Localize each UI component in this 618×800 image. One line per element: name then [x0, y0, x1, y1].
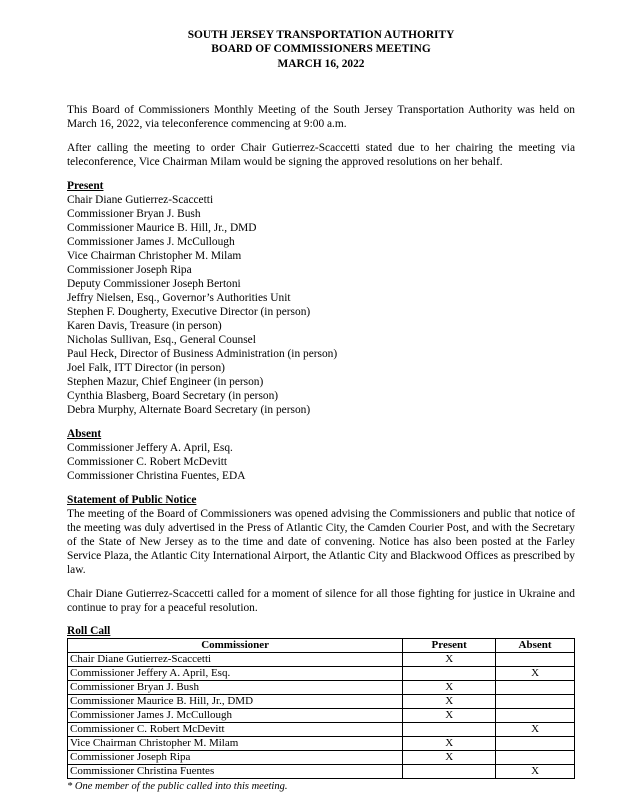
commissioner-name-cell: Chair Diane Gutierrez-Scaccetti [68, 653, 403, 667]
absent-mark-cell [496, 653, 575, 667]
roll-call-row [68, 667, 575, 681]
absent-mark-cell [496, 737, 575, 751]
roll-call-body [68, 653, 575, 779]
present-list [67, 193, 575, 417]
present-mark-cell: X [403, 751, 496, 765]
present-mark-cell: X [403, 695, 496, 709]
intro-paragraph-1: This Board of Commissioners Monthly Meeting of the South Jersey Transportation Authority was held on March 16, 2022, via teleconference commencing at 9:00 a.m. [67, 104, 575, 131]
document-header [67, 28, 575, 71]
present-attendee: Stephen F. Dougherty, Executive Director (in person) [67, 306, 311, 319]
present-attendee: Chair Diane Gutierrez-Scaccetti [67, 194, 214, 207]
roll-call-row [68, 765, 575, 779]
roll-call-header-row [68, 639, 575, 653]
present-attendee: Nicholas Sullivan, Esq., General Counsel [67, 334, 256, 347]
present-mark-cell: X [403, 709, 496, 723]
commissioner-name-cell: Commissioner C. Robert McDevitt [68, 723, 403, 737]
commissioner-name-cell: Commissioner James J. McCullough [68, 709, 403, 723]
moment-of-silence-paragraph: Chair Diane Gutierrez-Scaccetti called for a moment of silence for all those fighting for justice in Ukraine and continue to pray for a peaceful resolution. [67, 588, 575, 615]
roll-call-row [68, 709, 575, 723]
column-header-commissioner: Commissioner [68, 639, 403, 653]
present-section [67, 179, 575, 417]
absent-mark-cell [496, 751, 575, 765]
present-attendee: Commissioner Bryan J. Bush [67, 208, 201, 221]
absent-mark-cell [496, 681, 575, 695]
absent-section [67, 427, 575, 483]
present-attendee: Stephen Mazur, Chief Engineer (in person) [67, 376, 264, 389]
present-attendee: Commissioner Joseph Ripa [67, 264, 192, 277]
present-mark-cell [403, 765, 496, 779]
absent-attendee: Commissioner Christina Fuentes, EDA [67, 470, 246, 483]
absent-heading: Absent [67, 428, 102, 441]
commissioner-name-cell: Commissioner Jeffery A. April, Esq. [68, 667, 403, 681]
present-mark-cell: X [403, 653, 496, 667]
roll-call-table [67, 638, 575, 779]
absent-mark-cell [496, 695, 575, 709]
present-attendee: Vice Chairman Christopher M. Milam [67, 250, 242, 263]
present-mark-cell [403, 723, 496, 737]
column-header-absent: Absent [496, 639, 575, 653]
roll-call-row [68, 737, 575, 751]
roll-call-row [68, 695, 575, 709]
present-attendee: Joel Falk, ITT Director (in person) [67, 362, 225, 375]
public-notice-paragraph: The meeting of the Board of Commissioners was opened advising the Commissioners and public that notice of the meeting was duly advertised in the Press of Atlantic City, the Camden Courier Post, and with the Secretary of the State of New Jersey as to the time and date of convening. Notice has also been posted at the Farley Service Plaza, the Atlantic City International Airport, the Atlantic City and Blackwood Offices as prescribed by law. [67, 508, 575, 577]
present-attendee: Karen Davis, Treasure (in person) [67, 320, 222, 333]
present-mark-cell: X [403, 737, 496, 751]
present-mark-cell [403, 667, 496, 681]
present-attendee: Deputy Commissioner Joseph Bertoni [67, 278, 241, 291]
meeting-date: MARCH 16, 2022 [277, 57, 365, 70]
column-header-present: Present [403, 639, 496, 653]
commissioner-name-cell: Commissioner Bryan J. Bush [68, 681, 403, 695]
commissioner-name-cell: Commissioner Christina Fuentes [68, 765, 403, 779]
present-attendee: Commissioner James J. McCullough [67, 236, 235, 249]
roll-call-row [68, 751, 575, 765]
commissioner-name-cell: Commissioner Joseph Ripa [68, 751, 403, 765]
org-title: SOUTH JERSEY TRANSPORTATION AUTHORITY [187, 29, 455, 41]
document-page [67, 28, 575, 793]
present-mark-cell: X [403, 681, 496, 695]
roll-call-row [68, 723, 575, 737]
public-notice-section [67, 493, 575, 615]
absent-mark-cell [496, 709, 575, 723]
absent-mark-cell: X [496, 723, 575, 737]
present-attendee: Jeffry Nielsen, Esq., Governor’s Authorities Unit [67, 292, 291, 305]
absent-mark-cell: X [496, 765, 575, 779]
roll-call-section [67, 624, 575, 793]
roll-call-footnote: * One member of the public called into this meeting. [67, 781, 288, 793]
intro-paragraph-2: After calling the meeting to order Chair Gutierrez-Scaccetti stated due to her chairing the meeting via teleconference, Vice Chairman Milam would be signing the approved resolutions on her behalf. [67, 142, 575, 169]
roll-call-heading: Roll Call [67, 625, 111, 638]
commissioner-name-cell: Commissioner Maurice B. Hill, Jr., DMD [68, 695, 403, 709]
meeting-title: BOARD OF COMMISSIONERS MEETING [211, 43, 431, 56]
present-attendee: Paul Heck, Director of Business Administration (in person) [67, 348, 338, 361]
absent-attendee: Commissioner Jeffery A. April, Esq. [67, 442, 233, 455]
present-attendee: Commissioner Maurice B. Hill, Jr., DMD [67, 222, 257, 235]
present-attendee: Debra Murphy, Alternate Board Secretary (in person) [67, 404, 311, 417]
present-attendee: Cynthia Blasberg, Board Secretary (in person) [67, 390, 279, 403]
absent-mark-cell: X [496, 667, 575, 681]
absent-attendee: Commissioner C. Robert McDevitt [67, 456, 228, 469]
commissioner-name-cell: Vice Chairman Christopher M. Milam [68, 737, 403, 751]
absent-list [67, 441, 575, 483]
present-heading: Present [67, 180, 104, 193]
roll-call-row [68, 681, 575, 695]
roll-call-row [68, 653, 575, 667]
public-notice-heading: Statement of Public Notice [67, 494, 197, 507]
